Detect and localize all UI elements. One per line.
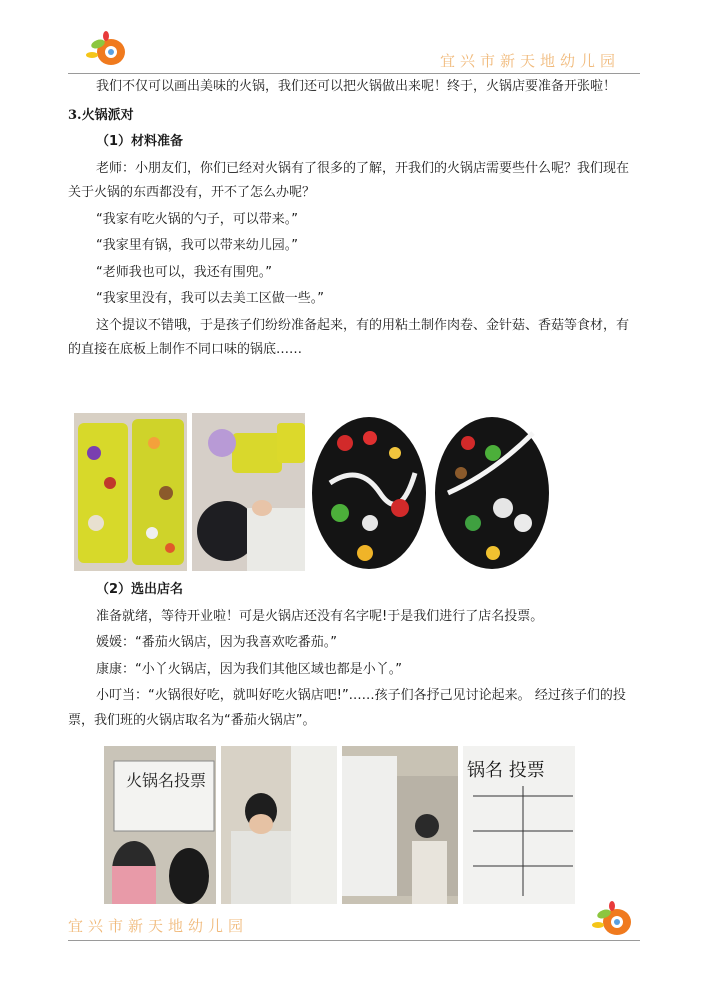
article-body <box>68 75 640 363</box>
board-title: 火锅名投票 <box>126 771 207 790</box>
subsection-title-materials: （1）材料准备 <box>96 134 184 149</box>
quote-line: 康康：“小丫火锅店，因为我们其他区域也都是小丫。” <box>96 661 402 677</box>
photo-vote-board-closeup <box>463 746 575 904</box>
photo-pot-base-2 <box>433 413 551 571</box>
quote-line: 媛媛：“番茄火锅店，因为我喜欢吃番茄。” <box>96 635 337 650</box>
school-logo-footer <box>590 900 636 940</box>
quote-line: “我家里没有，我可以去美工区做一些。” <box>96 291 324 306</box>
subsection-title-naming: （2）选出店名 <box>96 582 184 597</box>
board-title-right: 锅名 投票 <box>467 760 545 781</box>
photo-row-voting <box>104 746 580 904</box>
header-rule <box>68 73 640 74</box>
footer-rule <box>68 940 640 941</box>
header-school-name: 宜兴市新天地幼儿园 <box>440 52 621 70</box>
quote-line: “我家有吃火锅的勺子，可以带来。” <box>96 211 298 227</box>
photo-vote-board-group <box>104 746 216 904</box>
photo-whiteboard-writing <box>342 746 458 904</box>
vote-result-paragraph: 小叮当：“火锅很好吃，就叫好吃火锅店吧!”……孩子们各抒己见讨论起来。 经过孩子们的投票，我们班的火锅店取名为“番茄火锅店”。 <box>68 688 626 728</box>
intro-paragraph: 我们不仅可以画出美味的火锅，我们还可以把火锅做出来呢！终于，火锅店要准备开张啦！ <box>96 79 617 94</box>
photo-pot-base-1 <box>310 413 428 571</box>
photo-row-materials <box>74 413 556 571</box>
section-title: 3.火锅派对 <box>68 107 134 123</box>
naming-intro-paragraph: 准备就绪，等待开业啦！可是火锅店还没有名字呢!于是我们进行了店名投票。 <box>96 608 544 624</box>
photo-clay-trays <box>74 413 187 571</box>
photo-child-writing <box>221 746 337 904</box>
photo-child-making <box>192 413 305 571</box>
article-body-2 <box>68 578 640 733</box>
footer-school-name: 宜兴市新天地幼儿园 <box>68 917 249 935</box>
quote-line: “我家里有锅，我可以带来幼儿园。” <box>96 238 298 253</box>
quote-line: “老师我也可以，我还有围兜。” <box>96 264 272 280</box>
preparation-paragraph: 这个提议不错哦，于是孩子们纷纷准备起来，有的用粘土制作肉卷、金针菇、香菇等食材，有的直接在底板上制作不同口味的锅底…… <box>68 317 630 357</box>
teacher-paragraph: 老师：小朋友们，你们已经对火锅有了很多的了解，开我们的火锅店需要些什么呢？我们现在关于火锅的东西都没有，开不了怎么办呢？ <box>68 160 630 200</box>
school-logo <box>84 30 130 70</box>
